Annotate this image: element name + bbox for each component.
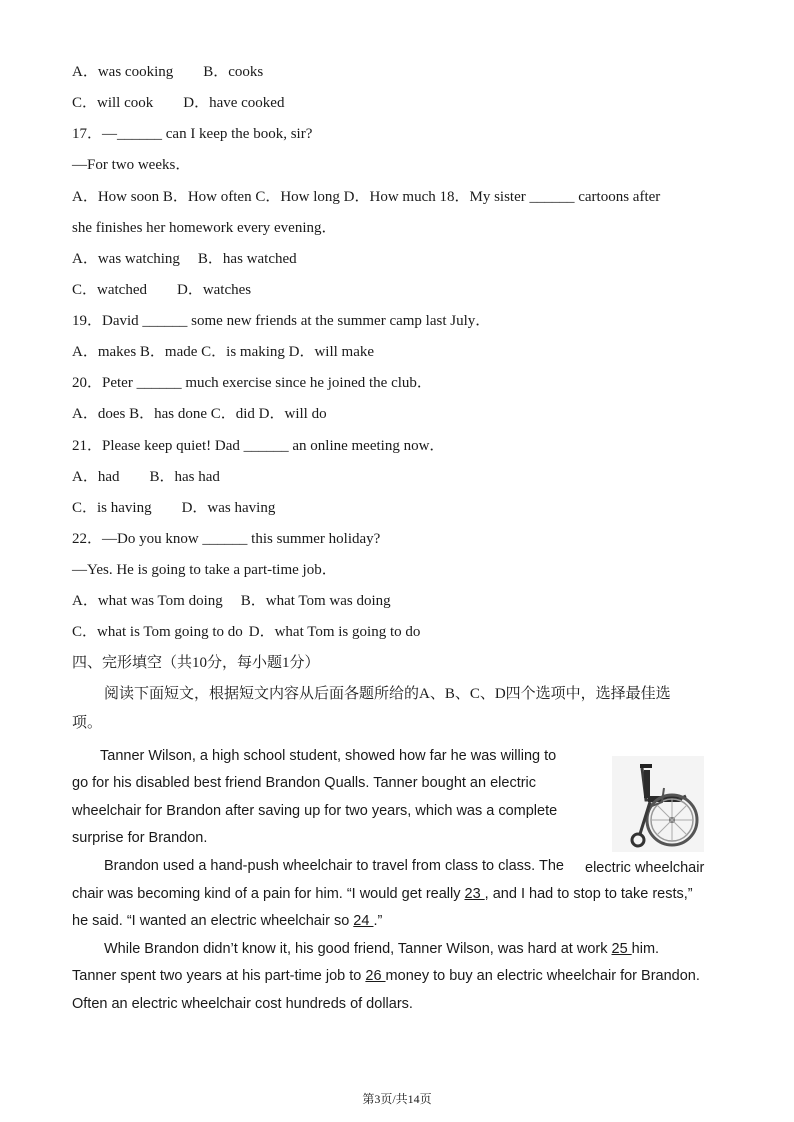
section-instruction: 阅读下面短文，根据短文内容从后面各题所给的A、B、C、D四个选项中，选择最佳选 [104, 686, 671, 702]
passage-line: he said. “I wanted an electric wheelchair so 24 .” [72, 913, 383, 929]
passage-line: wheelchair for Brandon after saving up for two years, which was a complete [72, 803, 558, 819]
option-line: C．watched D．watches [72, 282, 252, 298]
question-20: 20．Peter ______ much exercise since he joined the club． [72, 375, 432, 391]
question-line: she finishes her homework every evening． [72, 220, 337, 236]
passage-line: Often an electric wheelchair cost hundreds of dollars. [72, 996, 413, 1012]
option-line: A．what was Tom doing B．what Tom was doing [72, 593, 391, 609]
option-line: A．makes B．made C．is making D．will make [72, 344, 375, 360]
option-line: A．had B．has had [72, 469, 220, 485]
option-line: C．what is Tom going to do D．what Tom is going to do [72, 624, 421, 640]
passage-line: surprise for Brandon. [72, 830, 208, 846]
passage-line: Brandon used a hand-push wheelchair to travel from class to class. The [104, 858, 564, 874]
question-17: 17．—______ can I keep the book, sir? [72, 126, 313, 142]
option-line: C．will cook D．have cooked [72, 95, 285, 111]
section-instruction-cont: 项。 [72, 715, 103, 731]
wheelchair-icon [612, 756, 704, 852]
answer-line: —For two weeks． [72, 157, 191, 173]
question-19: 19．David ______ some new friends at the summer camp last July． [72, 313, 491, 329]
option-line: A．does B．has done C．did D．will do [72, 406, 327, 422]
option-line: A．was watching B．has watched [72, 251, 297, 267]
passage-line: chair was becoming kind of a pain for him. “I would get really 23 , and I had to stop to take rests,” [72, 886, 693, 902]
answer-line: —Yes. He is going to take a part-time job． [72, 562, 337, 578]
page-number: 第3页/共14页 [362, 1092, 432, 1106]
option-line: A．How soon B．How often C．How long D．How much 18．My sister ______ cartoons after [72, 189, 661, 205]
option-line: C．is having D．was having [72, 500, 276, 516]
passage-line: Tanner Wilson, a high school student, showed how far he was willing to [100, 748, 557, 764]
section-heading: 四、完形填空（共10分，每小题1分） [72, 655, 320, 671]
question-22: 22．—Do you know ______ this summer holiday? [72, 531, 381, 547]
passage-line: Tanner spent two years at his part-time job to 26 money to buy an electric wheelchair for Brandon. [72, 968, 700, 984]
option-line: A．was cooking B．cooks [72, 64, 264, 80]
passage-line: While Brandon didn’t know it, his good friend, Tanner Wilson, was hard at work 25 him. [104, 941, 660, 957]
question-21: 21．Please keep quiet! Dad ______ an online meeting now． [72, 438, 445, 454]
image-caption: electric wheelchair [585, 860, 705, 876]
blank-24: 24 [353, 913, 374, 929]
passage-line: go for his disabled best friend Brandon Qualls. Tanner bought an electric [72, 775, 537, 791]
blank-25: 25 [611, 941, 632, 957]
blank-26: 26 [365, 968, 386, 984]
blank-23: 23 [464, 886, 485, 902]
